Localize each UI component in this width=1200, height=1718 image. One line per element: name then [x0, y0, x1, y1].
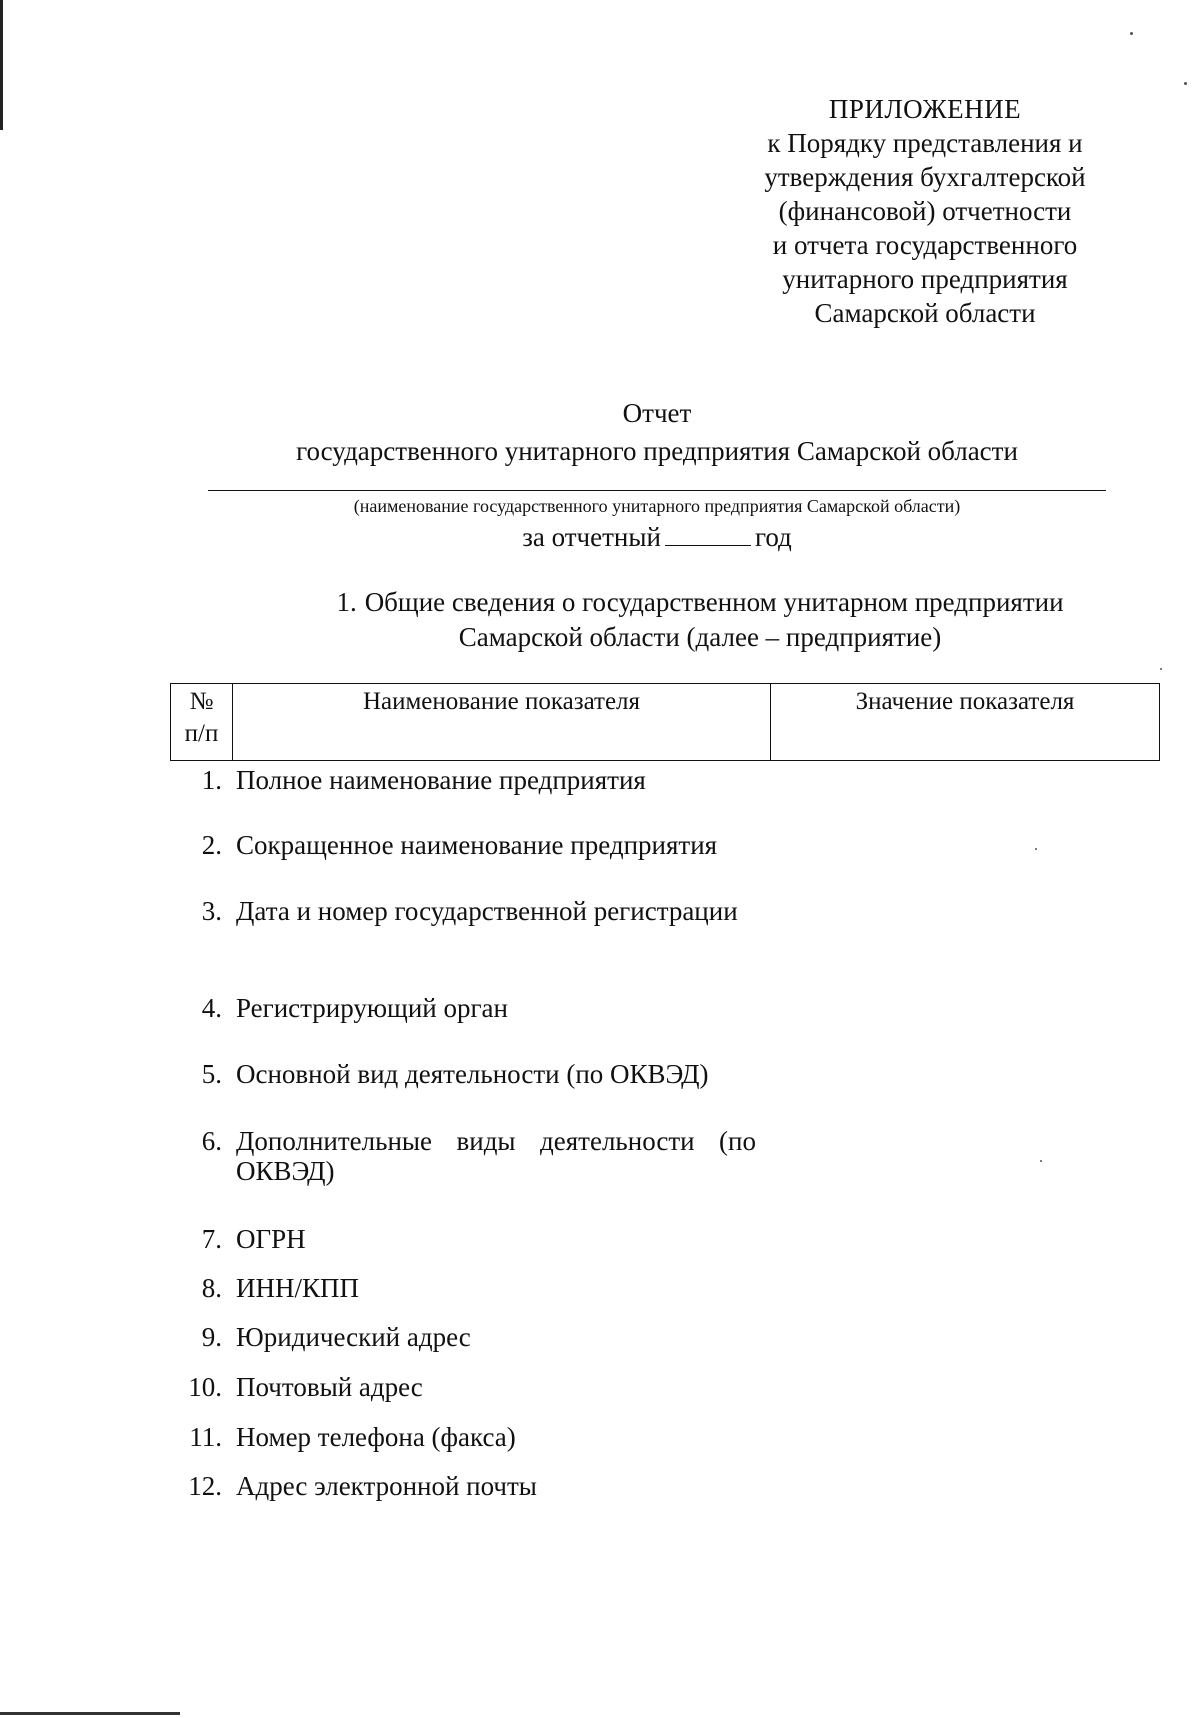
scan-speck [1160, 668, 1162, 670]
table-row [170, 1471, 770, 1501]
table-row [170, 896, 770, 926]
row-number: 11. [189, 1422, 222, 1452]
table-header [170, 683, 1160, 761]
row-number: 8. [201, 1273, 222, 1303]
row-number: 6. [201, 1126, 222, 1156]
table-row [170, 1422, 770, 1452]
section-heading [250, 585, 1150, 655]
row-number: 10. [188, 1372, 222, 1402]
appendix-block [700, 92, 1150, 330]
header-indicator-name: Наименование показателя [233, 684, 771, 760]
row-label: Основной вид деятельности (по ОКВЭД) [236, 1059, 709, 1089]
table-row [170, 1059, 770, 1089]
appendix-line: утверждения бухгалтерской [764, 162, 1086, 192]
row-label: Номер телефона (факса) [236, 1422, 516, 1452]
scan-speck [1184, 82, 1187, 85]
scan-edge-mark [0, 0, 3, 130]
row-label: Регистрирующий орган [236, 993, 508, 1023]
row-label: Полное наименование предприятия [236, 765, 646, 795]
table-row [170, 1322, 770, 1352]
table-row [170, 1372, 770, 1402]
row-label: Юридический адрес [236, 1322, 471, 1352]
table-row [170, 1273, 770, 1303]
reporting-year-blank [665, 519, 751, 546]
appendix-heading: ПРИЛОЖЕНИЕ [828, 94, 1022, 124]
enterprise-name-blank [208, 490, 1106, 491]
row-number: 2. [201, 830, 222, 860]
row-number: 12. [188, 1471, 222, 1501]
header-number-abbr: п/п [184, 720, 219, 747]
reporting-year-suffix: год [754, 522, 792, 552]
table-row [170, 765, 770, 795]
scan-speck [1130, 32, 1133, 35]
reporting-year-prefix: за отчетный [522, 522, 661, 552]
row-label: ОГРН [236, 1224, 306, 1254]
report-title [150, 394, 1164, 470]
row-number: 9. [201, 1322, 222, 1352]
row-label: Дата и номер государственной регистрации [236, 896, 738, 926]
table-row [170, 1126, 770, 1186]
scan-edge-mark [0, 1712, 180, 1715]
scan-speck [1035, 848, 1037, 850]
header-number-symbol: № [189, 688, 214, 715]
appendix-line: к Порядку представления и [767, 128, 1083, 158]
row-number: 4. [201, 993, 222, 1023]
row-number: 7. [201, 1224, 222, 1254]
table-row [170, 993, 770, 1023]
row-label: ИНН/КПП [236, 1273, 360, 1303]
section-title-line: Самарской области (далее – предприятие) [458, 622, 942, 652]
table-row [170, 1224, 770, 1254]
appendix-line: Самарской области [814, 298, 1036, 328]
appendix-line: (финансовой) отчетности [778, 196, 1072, 226]
header-number [171, 684, 233, 760]
report-title-line: государственного унитарного предприятия Самарской области [296, 436, 1018, 466]
row-label: Сокращенное наименование предприятия [236, 830, 718, 860]
row-label: Адрес электронной почты [236, 1471, 537, 1501]
header-indicator-value: Значение показателя [855, 688, 1075, 715]
row-number: 5. [201, 1059, 222, 1089]
reporting-year-line [200, 519, 1114, 554]
row-number: 1. [201, 765, 222, 795]
appendix-line: унитарного предприятия [782, 264, 1068, 294]
row-number: 3. [201, 896, 222, 926]
scan-speck [1040, 1160, 1042, 1162]
table-row [170, 830, 770, 860]
appendix-line: и отчета государственного [772, 230, 1078, 260]
row-label: Дополнительные виды деятельности (по ОКВЭД) [236, 1126, 756, 1186]
report-title-line: Отчет [622, 398, 692, 428]
row-label: Почтовый адрес [236, 1372, 423, 1402]
section-number: 1. [336, 587, 357, 617]
section-title-line: Общие сведения о государственном унитарном предприятии [364, 587, 1064, 617]
enterprise-name-caption: (наименование государственного унитарного предприятия Самарской области) [353, 496, 961, 516]
